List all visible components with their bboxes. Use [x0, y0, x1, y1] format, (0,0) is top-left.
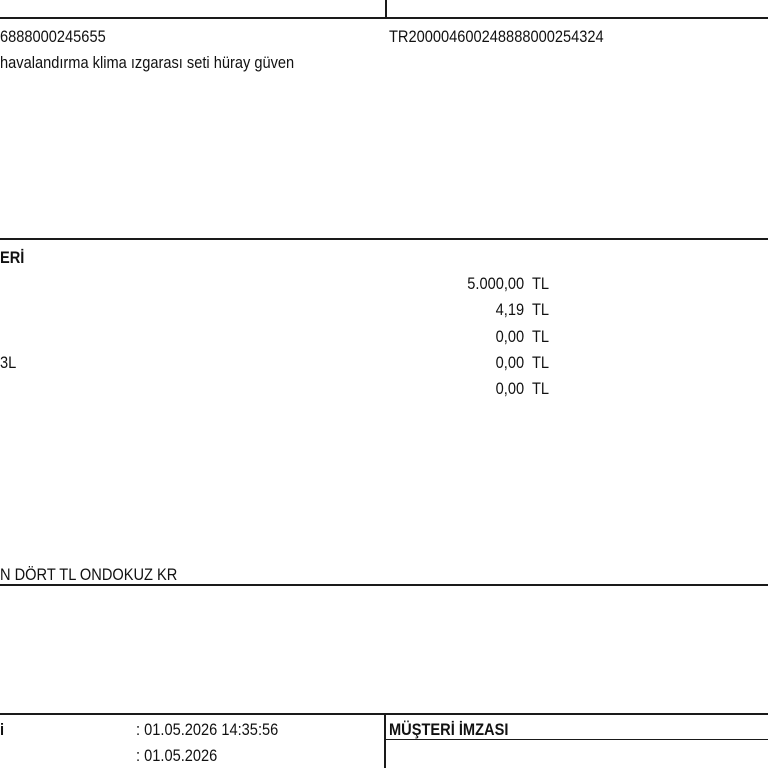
signature-underline	[386, 739, 768, 740]
amount-currency-1: TL	[532, 274, 550, 293]
amount-value-2: 4,19	[495, 300, 524, 319]
amount-value-1: 5.000,00	[467, 274, 524, 293]
top-border-line	[0, 17, 768, 19]
amount-currency-2: TL	[532, 300, 550, 319]
row-label-partial: 3L	[0, 353, 17, 372]
footer-column-divider	[384, 713, 386, 768]
amounts-section-heading: ERİ	[0, 248, 25, 267]
footer-date: : 01.05.2026	[136, 746, 218, 765]
top-column-divider	[385, 0, 387, 18]
amounts-section-top-line	[0, 238, 768, 240]
amount-in-words: N DÖRT TL ONDOKUZ KR	[0, 565, 178, 584]
amount-currency-4: TL	[532, 353, 550, 372]
description-text: havalandırma klima ızgarası seti hüray güven	[0, 53, 295, 72]
left-iban-text: 6888000245655	[0, 27, 106, 46]
amount-value-3: 0,00	[495, 327, 524, 346]
amount-value-5: 0,00	[495, 379, 524, 398]
amount-value-4: 0,00	[495, 353, 524, 372]
amount-currency-5: TL	[532, 379, 550, 398]
right-iban-text: TR200004600248888000254324	[389, 27, 604, 46]
footer-date-time: : 01.05.2026 14:35:56	[136, 720, 279, 739]
amount-currency-3: TL	[532, 327, 550, 346]
amounts-section-bottom-line	[0, 584, 768, 586]
customer-signature-label: MÜŞTERİ İMZASI	[389, 720, 509, 739]
footer-label-1: i	[0, 720, 5, 739]
